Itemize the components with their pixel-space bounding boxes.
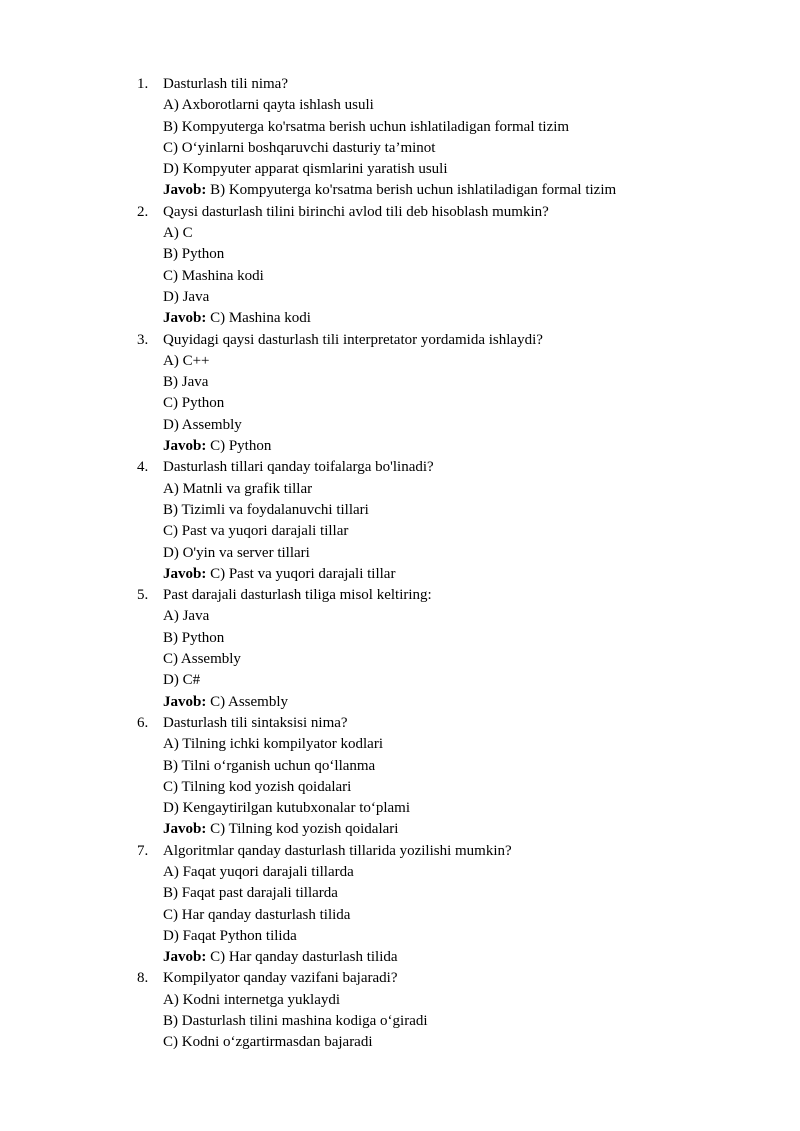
question-number: 8.	[137, 970, 149, 987]
answer-option: A) Kodni internetga yuklaydi	[163, 991, 341, 1008]
answer-text: C) Har qanday dasturlash tilida	[206, 949, 398, 966]
option-list	[137, 606, 616, 691]
answer-option: B) Java	[163, 374, 209, 391]
answer-option: B) Dasturlash tilini mashina kodiga o‘giradi	[163, 1013, 428, 1030]
answer-option: A) C++	[163, 352, 210, 369]
question-text: Past darajali dasturlash tiliga misol keltiring:	[163, 587, 432, 604]
answer-label: Javob:	[163, 182, 207, 199]
answer-line	[137, 308, 616, 329]
answer-option: C) Har qanday dasturlash tilida	[163, 906, 351, 923]
answer-label: Javob:	[163, 438, 207, 455]
answer-option: B) Tilni o‘rganish uchun qo‘llanma	[163, 757, 376, 774]
question-item-7	[137, 841, 616, 969]
answer-label: Javob:	[163, 949, 207, 966]
question-item-2	[137, 202, 616, 330]
question-line	[137, 713, 616, 734]
question-item-6	[137, 713, 616, 841]
option-list	[137, 734, 616, 819]
question-item-1	[137, 74, 616, 202]
question-text: Algoritmlar qanday dasturlash tillarida yozilishi mumkin?	[163, 842, 512, 859]
question-number: 2.	[137, 203, 149, 220]
answer-option: D) Java	[163, 288, 210, 305]
answer-line	[137, 180, 616, 201]
answer-option: D) Kompyuter apparat qismlarini yaratish usuli	[163, 161, 448, 178]
answer-option: D) Faqat Python tilida	[163, 927, 297, 944]
question-number: 3.	[137, 331, 149, 348]
answer-text: C) Tilning kod yozish qoidalari	[206, 821, 399, 838]
question-text: Qaysi dasturlash tilini birinchi avlod tili deb hisoblash mumkin?	[163, 203, 549, 220]
question-item-4	[137, 457, 616, 585]
question-number: 6.	[137, 714, 149, 731]
question-text: Kompilyator qanday vazifani bajaradi?	[163, 970, 398, 987]
answer-option: B) Python	[163, 629, 225, 646]
question-text: Dasturlash tillari qanday toifalarga bo'linadi?	[163, 459, 434, 476]
question-number: 5.	[137, 587, 149, 604]
question-line	[137, 202, 616, 223]
answer-label: Javob:	[163, 821, 207, 838]
answer-text: C) Assembly	[206, 693, 289, 710]
answer-line	[137, 564, 616, 585]
question-line	[137, 74, 616, 95]
answer-line	[137, 692, 616, 713]
answer-option: A) Java	[163, 608, 210, 625]
answer-option: D) Assembly	[163, 416, 242, 433]
answer-line	[137, 947, 616, 968]
question-text: Dasturlash tili sintaksisi nima?	[163, 714, 348, 731]
answer-text: C) Past va yuqori darajali tillar	[206, 565, 396, 582]
question-text: Quyidagi qaysi dasturlash tili interpretator yordamida ishlaydi?	[163, 331, 543, 348]
answer-option: B) Kompyuterga ko'rsatma berish uchun ishlatiladigan formal tizim	[163, 118, 570, 135]
answer-label: Javob:	[163, 565, 207, 582]
answer-option: A) Axborotlarni qayta ishlash usuli	[163, 97, 374, 114]
answer-option: A) Tilning ichki kompilyator kodlari	[163, 736, 383, 753]
answer-option: C) Kodni o‘zgartirmasdan bajaradi	[163, 1034, 373, 1051]
question-line	[137, 968, 616, 989]
question-list	[137, 74, 616, 1054]
question-line	[137, 330, 616, 351]
answer-label: Javob:	[163, 693, 207, 710]
option-list	[137, 351, 616, 436]
question-line	[137, 457, 616, 478]
answer-option: B) Python	[163, 246, 225, 263]
question-line	[137, 841, 616, 862]
answer-option: C) Tilning kod yozish qoidalari	[163, 778, 352, 795]
answer-label: Javob:	[163, 310, 207, 327]
question-item-5	[137, 585, 616, 713]
answer-text: B) Kompyuterga ko'rsatma berish uchun ishlatiladigan formal tizim	[206, 182, 617, 199]
option-list	[137, 990, 616, 1054]
answer-option: C) O‘yinlarni boshqaruvchi dasturiy ta’minot	[163, 139, 436, 156]
answer-option: D) O'yin va server tillari	[163, 544, 310, 561]
option-list	[137, 479, 616, 564]
question-number: 4.	[137, 459, 149, 476]
answer-option: C) Assembly	[163, 651, 241, 668]
question-line	[137, 585, 616, 606]
answer-option: D) Kengaytirilgan kutubxonalar to‘plami	[163, 800, 411, 817]
answer-text: C) Mashina kodi	[206, 310, 311, 327]
question-number: 7.	[137, 842, 149, 859]
question-text: Dasturlash tili nima?	[163, 76, 288, 92]
question-number: 1.	[137, 76, 149, 92]
option-list	[137, 862, 616, 947]
answer-option: A) Faqat yuqori darajali tillarda	[163, 863, 354, 880]
answer-option: A) Matnli va grafik tillar	[163, 480, 313, 497]
answer-option: B) Tizimli va foydalanuvchi tillari	[163, 501, 369, 518]
answer-option: B) Faqat past darajali tillarda	[163, 885, 338, 902]
question-item-3	[137, 330, 616, 458]
option-list	[137, 223, 616, 308]
answer-text: C) Python	[206, 438, 272, 455]
answer-option: C) Past va yuqori darajali tillar	[163, 523, 349, 540]
question-item-8	[137, 968, 616, 1053]
answer-option: D) C#	[163, 672, 201, 689]
answer-option: C) Mashina kodi	[163, 267, 264, 284]
answer-line	[137, 436, 616, 457]
answer-option: C) Python	[163, 395, 225, 412]
answer-line	[137, 819, 616, 840]
option-list	[137, 95, 616, 180]
answer-option: A) C	[163, 225, 193, 242]
